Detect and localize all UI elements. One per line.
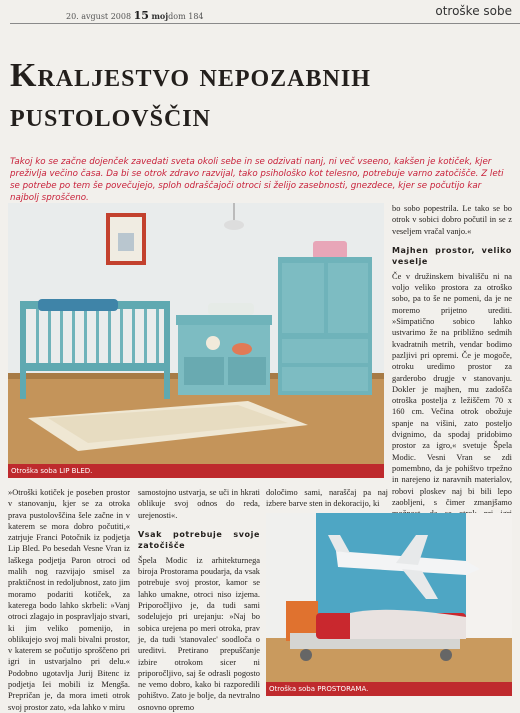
right-column: [392, 203, 512, 565]
section-label: otroške sobe: [435, 4, 512, 18]
column-1-body: »Otroški kotiček je poseben prostor v stanovanju, kjer se za otroka prava pustolovščina šele začne in v katerem se mora dobro počutiti,« zatrjuje Franci Potočnik iz podjetja Lip Bled. Po besedah Vesne Vran iz laškega podjetja Paron otroci od malih nog razvijajo smisel za praktičnost in redoljubnost, zato jim moramo podariti kotiček, za katerega bodo lahko skrbeli: »Vanj otroci zlagajo in pospravljajo stvari, ki jim veliko pomenijo, in oblikujejo svoj mali bivalni prostor, v katerem se počutijo sproščeno pri igri in ustvarjalno pri delu.« Podobno ugotavlja Jurij Bitenc iz podjetja Iei mobili iz Mengša. Prepričan je, da mora imeti otrok svoj prostor zato, »da lahko v miru: [8, 488, 130, 712]
subhead-small-space: Majhen prostor, veliko veselje: [392, 245, 512, 266]
folio: [66, 9, 204, 22]
column-3-body: določimo sami, naraščaj pa naj izbere barve sten in dekoracijo, ki: [266, 488, 388, 509]
nursery-illustration: [8, 203, 384, 478]
magazine-name: moj: [151, 11, 169, 21]
kids-room-illustration: [266, 513, 512, 696]
photo-prostorama: [266, 513, 512, 696]
page-header: [0, 0, 520, 24]
header-rule: [10, 23, 520, 24]
photo-caption-top: Otroška soba LIP BLED.: [8, 464, 384, 478]
right-column-body: Če v družinskem bivališču ni na voljo veliko prostora za otroško sobo, pa to še ne pomeni, da je ne moremo prijetno urediti. »Simpatično sobico lahko ustvarimo že na približno sedmih kvadratnih metrih, vendar bodimo pazljivi pri opremi. Če je mogoče, otroku uredimo prostor za garderobo drugje v stanovanju. Dokler je majhen, mu zadošča otroška postelja z ležiščem 70 x 160 cm. Večina otrok obožuje spanje na višini, zato posteljo dvignimo, da spodaj pridobimo prostor za igro,« svetuje Špela Modic. Vesni Vran se zdi pomembno, da je pohištvo trpežno in narejeno iz naravnih materialov, robovi ploskev naj bi bili lepo zaobljeni, s čimer zmanjšamo: [392, 271, 512, 507]
column-3: [266, 487, 388, 510]
subhead-needs: Vsak potrebuje svoje zatočišče: [138, 529, 260, 550]
column-2-body: Špela Modic iz arhitekturnega biroja Prostorama poudarja, da vsak potrebuje svoj prostor, kamor se lahko umakne, otroci niso izjema. Priporočljivo je, da tudi sami sodelujejo pri urejanju: »Naj bo sobica urejena po meri otroka, prav je, da tudi 'stanovalec' soodloča o ureditvi. Pretirano prepuščanje izbire otrokom sicer ni priporočljivo, saj še odrasli pogosto ne vemo dobro, kako bi razporedili pohištvo. Zato je bolje, da nevtralno osnovno opremo: [138, 555, 260, 712]
photo-caption-bottom: Otroška soba PROSTORAMA.: [266, 682, 512, 696]
column-2-intro: samostojno ustvarja, se uči in hkrati oblikuje svoj odnos do reda, urejenosti«.: [138, 488, 260, 520]
issue-date: 20. avgust 2008: [66, 12, 132, 21]
issue-number: dom 184: [168, 12, 204, 21]
article-lead: Takoj ko se začne dojenček zavedati sveta okoli sebe in se odzivati nanj, ni več vseeno, kakšen je kotiček, kjer preživlja večino časa. Da bi se otrok zdravo razvijal, tako psihološko kot telesno, potrebuje varno zatočišče. Z leti se potrebe po tem še povečujejo, sploh odraščajoči otroci si želijo zasebnosti, gnezdece, kjer se počutijo kar najbolj sproščeno.: [10, 157, 504, 203]
column-1: [8, 487, 130, 712]
column-2: [138, 487, 260, 712]
article-title: Kraljestvo nepozabnih pustolovščin: [10, 57, 371, 134]
page-number: 15: [133, 9, 149, 22]
photo-lip-bled: [8, 203, 384, 478]
right-column-intro: bo sobo popestrila. Le tako se bo otrok v sobici dobro počutil in se z veseljem vračal vanjo.«: [392, 204, 512, 236]
